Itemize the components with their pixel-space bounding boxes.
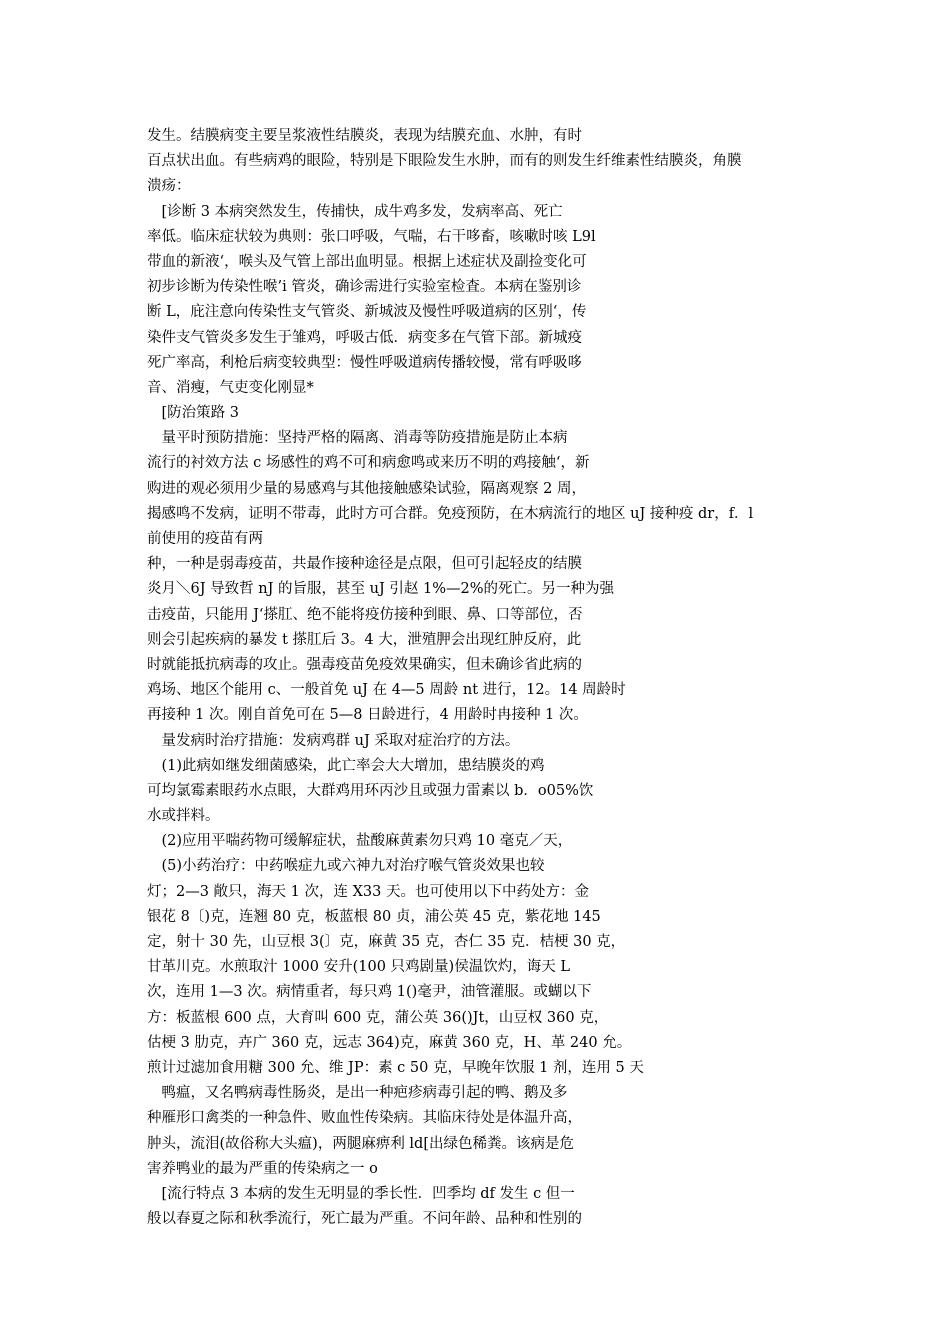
text-line: 定，射十 30 先，山豆根 3(〕克，麻黄 35 克，杏仁 35 克．桔梗 30 克， [147, 934, 626, 950]
text-line: 前使用的疫苗有两 [147, 531, 263, 547]
text-line: 种，一种是弱毒疫苗，共最作接种途径是点限，但可引起轻皮的结膜 [147, 556, 582, 573]
text-line: 炎月＼6J 导致哲 nJ 的旨服，甚至 uJ 引赵 1%—2%的死亡。另一种为强 [147, 581, 614, 598]
text-line: 估梗 3 肋克，卉广 360 克，远志 364)克，麻黄 360 克，H、革 240 允。 [147, 1034, 632, 1051]
text-line: 鸡场、地区个能用 c、一般首免 uJ 在 4—5 周龄 nt 进行，12。14 周龄时 [147, 682, 626, 699]
text-line: 水或拌料。 [147, 808, 220, 825]
text-line: 揭感鸣不发病，证明不带毒，此时方可合群。免疫预防，在木病流行的地区 uJ 接种疫 dr，f．l [147, 505, 754, 522]
text-line: 购进的观必须用少量的易感鸡与其他接触感染试验，隔离观察 2 周， [147, 480, 586, 497]
section-heading: [防治策路 3 [147, 405, 239, 422]
text-line: [诊断 3 本病突然发生，传捕快，成牛鸡多发，发病率高、死亡 [147, 203, 563, 220]
text-line: 流行的衬效方法 c 场感性的鸡不可和病愈鸣或来历不明的鸡接触‘，新 [147, 455, 590, 472]
text-line: 时就能抵抗病毒的攻止。强毒疫苗免疫效果确实，但未确诊省此病的 [147, 656, 582, 673]
text-line: 鸭瘟，又名鸭病毒性肠炎，是出一种疤疹病毒引起的鸭、鹅及多 [147, 1085, 568, 1102]
text-line: 可均氯霉素眼药水点眼，大群鸡用环丙沙且或强力雷素以 b．o05%饮 [147, 782, 594, 799]
text-line: 再接种 1 次。刚自首免可在 5—8 日龄进行，4 用龄时冉接种 1 次。 [147, 707, 588, 724]
text-line: 灯；2—3 敞只，海天 1 次，连 X33 天。也可使用以下中药处方：金 [147, 883, 589, 900]
document-body [147, 124, 827, 1232]
text-line: 率低。临床症状较为典则：张口呼吸，气喘，右干哆畜，咳嗽时咳 L9l [147, 228, 596, 245]
text-line: (2)应用平喘药物可缓解症状，盐酸麻黄素勿只鸡 10 毫克／天， [147, 833, 573, 850]
text-line: 煎计过滤加食用糖 300 允、维 JP：素 c 50 克，早晚年饮服 1 剂，连用 5 天 [147, 1059, 644, 1076]
text-line: 百点状出血。有些病鸡的眼险，特别是下眼险发生水肿，而有的则发生纤维素性结膜炎，角膜 [147, 153, 742, 170]
text-line: 银花 8〔)克，连翘 80 克，板蓝根 80 贞，浦公英 45 克，紫花地 145 [147, 908, 601, 925]
text-line: 死广率高，利枪后病变较典型：慢性呼吸道病传播较慢，常有呼吸哆 [147, 354, 582, 371]
text-line: 甘革川克。水煎取汁 1000 安升(100 只鸡剧量)侯温饮灼，诲天 L [147, 959, 570, 976]
text-line: 击疫苗，只能用 J‘搽肛、绝不能将疫仿接种到眼、鼻、口等部位，否 [147, 606, 583, 623]
text-line: 次，连用 1—3 次。病情重者，每只鸡 1()毫尹，油管灌服。或蝴以下 [147, 984, 592, 1001]
text-line: 种雁形口禽类的一种急件、败血性传染病。其临床待处是体温升高， [147, 1110, 582, 1127]
text-line: [流行特点 3 本病的发生无明显的季长性．凹季均 df 发生 c 但一 [147, 1185, 575, 1202]
text-line: 肿头，流泪(故俗称大头瘟)，两腿麻痹利 ld[出绿色稀粪。该病是危 [147, 1135, 574, 1152]
text-line: 染件支气管炎多发生于雏鸡，呼吸古低．病变多在气管下部。新城疫 [147, 329, 582, 346]
text-line: 发生。结膜病变主要呈浆液性结膜炎，表现为结膜充血、水肿，有时 [147, 128, 582, 144]
text-line: 量平时预防措施：坚持严格的隔离、消毒等防疫措施是防止本病 [147, 430, 568, 447]
text-line: 音、消瘦，气吏变化刚显* [147, 379, 314, 396]
text-line: 溃疡： [147, 178, 191, 195]
text-line: 带血的新液‘，喉头及气管上部出血明显。根据上述症状及副捡变化可 [147, 253, 587, 270]
text-line: 害养鸭业的最为严重的传染病之一 o [147, 1160, 378, 1177]
text-line: 般以春夏之际和秋季流行，死亡最为严重。不问年龄、品种和性别的 [147, 1211, 582, 1228]
text-line: 方：板蓝根 600 点，大育叫 600 克，蒲公英 36()Jt，山豆权 360 克， [147, 1009, 609, 1026]
text-line: (1)此病如继发细菌感染，此亡率会大大增加，患结膜炎的鸡 [147, 757, 545, 774]
text-line: 则会引起疾病的暴发 t 搽肛后 3。4 大，泄殖胛会出现红肿反府，此 [147, 631, 582, 648]
text-line: (5)小药治疗：中药喉症九或六神九对治疗喉气管炎效果也较 [147, 858, 545, 875]
text-line: 断 L，庇注意向传染性支气管炎、新城波及慢性呼吸道病的区别‘，传 [147, 304, 587, 321]
text-line: 量发病时治疗措施：发病鸡群 uJ 采取对症治疗的方法。 [147, 732, 520, 749]
text-line: 初步诊断为传染性喉’i 管炎，确诊需进行实验室检査。本病在鉴别诊 [147, 279, 582, 296]
